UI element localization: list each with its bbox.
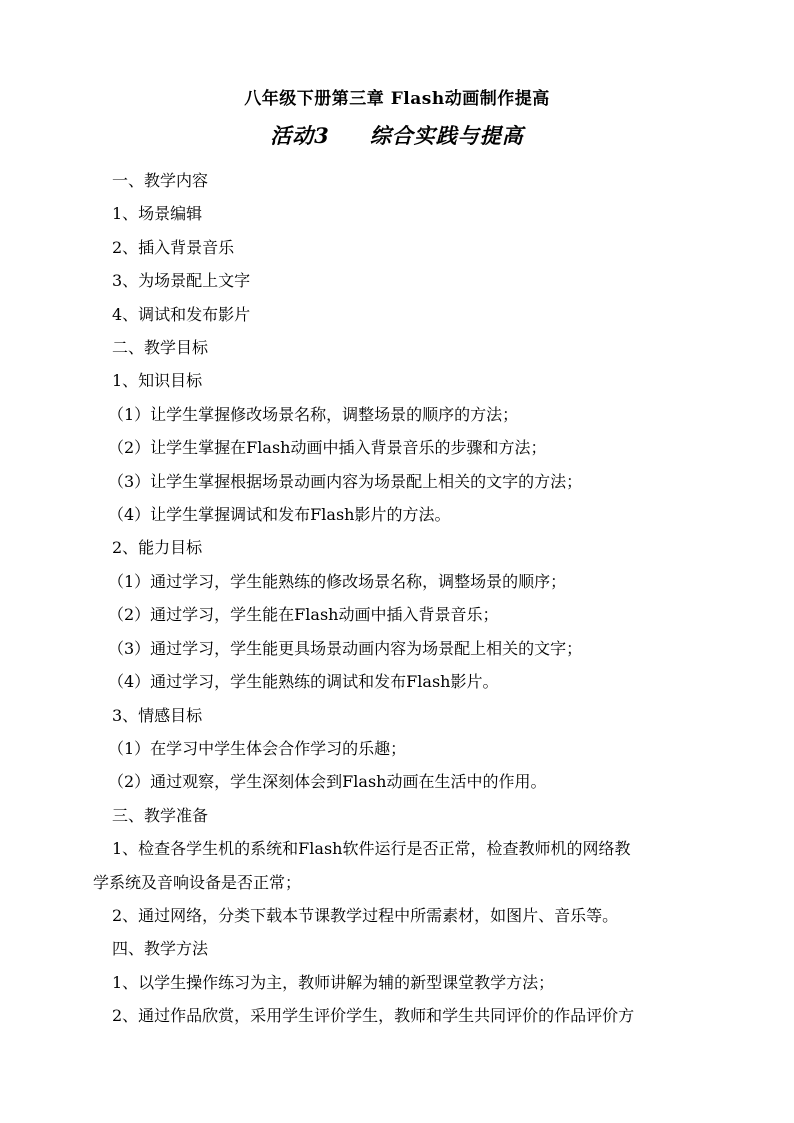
content-item: 3、为场景配上文字 [112, 271, 251, 291]
goal-item: （1）在学习中学生体会合作学习的乐趣； [108, 738, 407, 758]
method-item: 1、以学生操作练习为主，教师讲解为辅的新型课堂教学方法； [112, 972, 555, 992]
content-item: 1、场景编辑 [112, 204, 203, 224]
content-item: 4、调试和发布影片 [112, 304, 251, 324]
goal-item: （4）通过学习，学生能熟练的调试和发布Flash影片。 [108, 672, 499, 692]
goal-category: 1、知识目标 [112, 371, 203, 391]
goal-category: 3、情感目标 [112, 705, 203, 725]
section-heading-methods: 四、教学方法 [112, 939, 209, 959]
section-heading-preparation: 三、教学准备 [112, 805, 209, 825]
section-heading-goals: 二、教学目标 [112, 338, 209, 358]
goal-item: （4）让学生掌握调试和发布Flash影片的方法。 [108, 505, 451, 525]
goal-item: （2）通过学习，学生能在Flash动画中插入背景音乐； [108, 605, 499, 625]
activity-heading [0, 120, 794, 150]
section-heading-content: 一、教学内容 [112, 171, 209, 190]
activity-label: 活动3 [270, 123, 330, 148]
document-body [93, 164, 732, 1033]
goal-item: （3）通过学习，学生能更具场景动画内容为场景配上相关的文字； [108, 638, 583, 658]
method-item: 2、通过作品欣赏，采用学生评价学生，教师和学生共同评价的作品评价方 [112, 1006, 635, 1026]
activity-title: 综合实践与提高 [369, 123, 524, 148]
goal-item: （2）让学生掌握在Flash动画中插入背景音乐的步骤和方法； [108, 438, 547, 458]
goal-item: （1）让学生掌握修改场景名称，调整场景的顺序的方法； [108, 404, 519, 424]
preparation-item: 2、通过网络，分类下载本节课教学过程中所需素材，如图片、音乐等。 [112, 905, 619, 925]
content-item: 2、插入背景音乐 [112, 237, 235, 257]
goal-item: （1）通过学习，学生能熟练的修改场景名称，调整场景的顺序； [108, 571, 567, 591]
preparation-item: 1、检查各学生机的系统和Flash软件运行是否正常，检查教师机的网络教 [112, 839, 631, 859]
preparation-item-continued: 学系统及音响设备是否正常； [93, 872, 302, 892]
goal-item: （2）通过观察，学生深刻体会到Flash动画在生活中的作用。 [108, 772, 547, 792]
goal-item: （3）让学生掌握根据场景动画内容为场景配上相关的文字的方法； [108, 471, 583, 491]
goal-category: 2、能力目标 [112, 538, 203, 558]
chapter-title: 八年级下册第三章 Flash动画制作提高 [244, 89, 550, 109]
